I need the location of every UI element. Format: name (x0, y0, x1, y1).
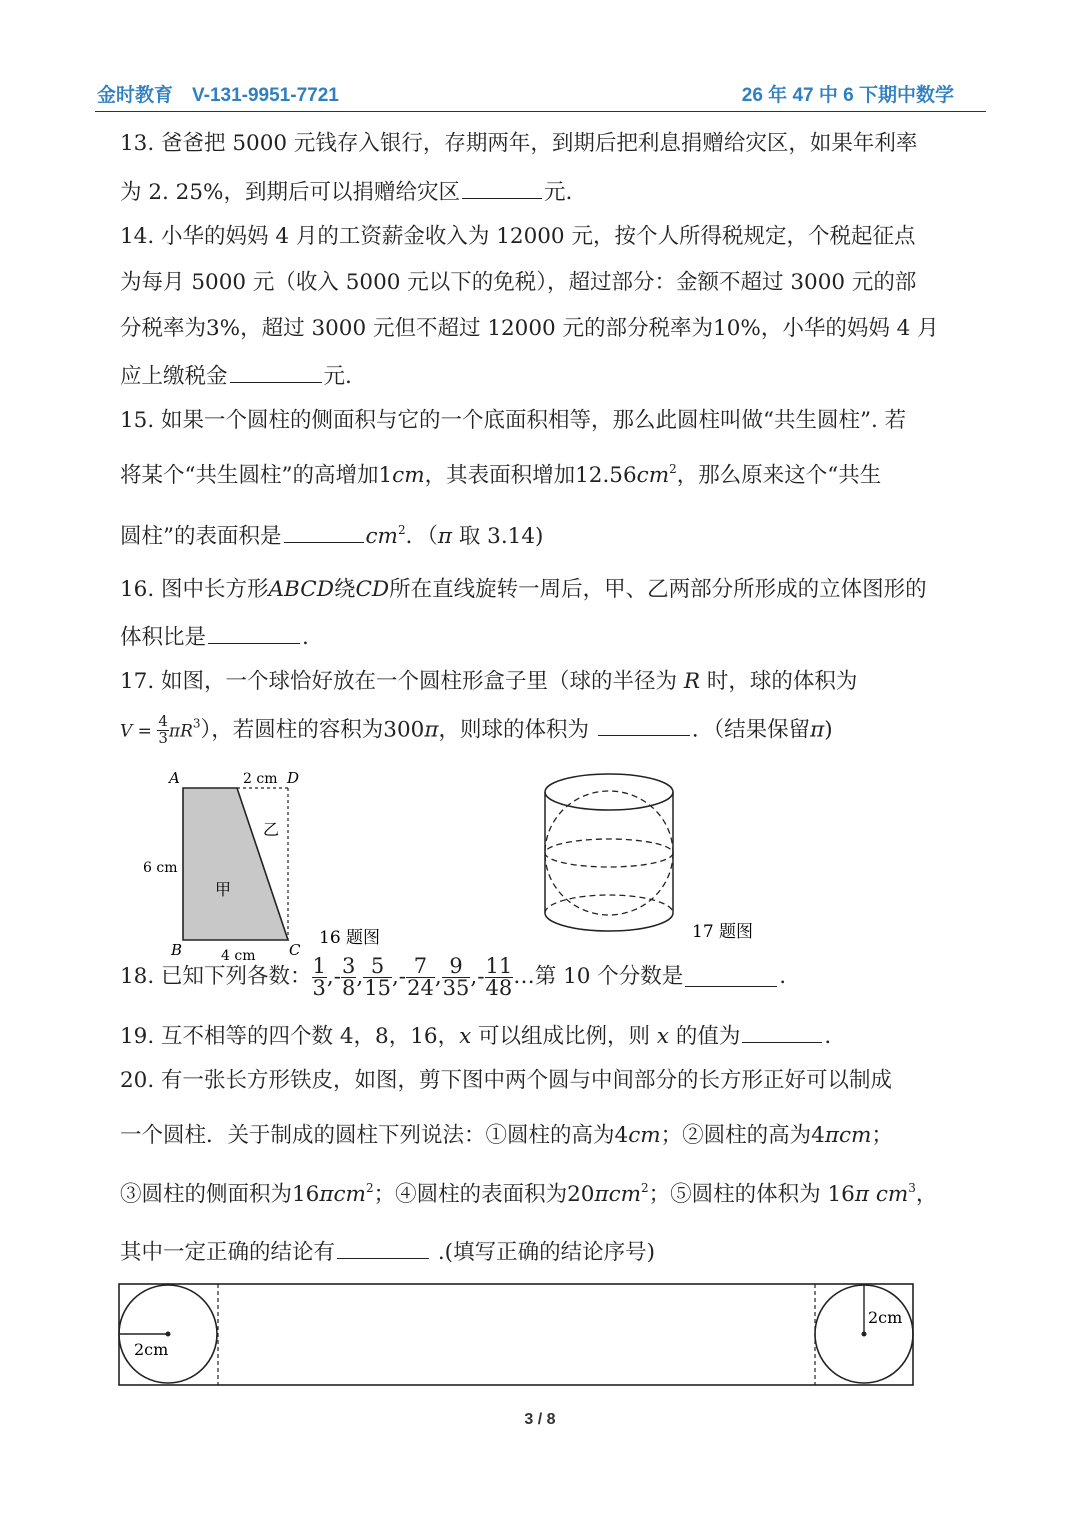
sheet-rect (119, 1284, 913, 1385)
label-A: A (169, 769, 180, 787)
q14-answer-blank[interactable] (230, 364, 322, 383)
fraction-separator: , (434, 964, 442, 990)
q16-answer-blank[interactable] (208, 625, 300, 644)
label-C: C (289, 941, 301, 959)
q18-fraction-list (312, 954, 514, 1000)
figure-16 (135, 765, 405, 965)
fraction-numerator: 7 (406, 956, 435, 978)
q19-line: 19. 互不相等的四个数 4，8，16，x 可以组成比例，则 x 的值为 . (120, 1024, 832, 1049)
q13-line2: 为 2. 25%，到期后可以捐赠给灾区 元. (120, 180, 573, 205)
label-yi: 乙 (263, 820, 280, 839)
q13-answer-blank[interactable] (462, 180, 542, 199)
q15-line3: 圆柱”的表面积是 $cm^2$．（π 取 3.14) (120, 523, 544, 549)
label-left-len: 6 cm (143, 860, 178, 876)
cyl-bottom-front (545, 913, 673, 931)
fraction-numerator: 11 (485, 954, 513, 978)
fraction-denominator: 48 (485, 976, 513, 1000)
caption-16: 16 题图 (319, 928, 381, 948)
q20-line4: 其中一定正确的结论有 .(填写正确的结论序号) (120, 1240, 655, 1265)
fraction-separator: ,- (391, 964, 407, 990)
q19-answer-blank[interactable] (742, 1024, 822, 1043)
fraction-denominator: 24 (407, 976, 434, 1000)
fraction-denominator: 8 (342, 976, 356, 1000)
fraction (341, 956, 356, 999)
q18-answer-blank[interactable] (685, 968, 777, 987)
fraction-separator: ,- (326, 964, 342, 990)
q20-line2: 一个圆柱．关于制成的圆柱下列说法：①圆柱的高为4cm；②圆柱的高为4πcm； (120, 1123, 893, 1148)
label-B: B (171, 941, 183, 959)
fraction (312, 956, 327, 999)
center-right (862, 1332, 867, 1337)
header-rule (95, 111, 986, 112)
q15-answer-blank[interactable] (284, 524, 364, 543)
sphere-equator (545, 839, 673, 867)
q17-answer-blank[interactable] (598, 717, 690, 736)
fraction (442, 956, 471, 999)
label-left-radius: 2cm (134, 1340, 169, 1359)
header-right: 26 年 47 中 6 下期中数学 (741, 85, 954, 106)
label-bottom-len: 4 cm (221, 948, 256, 964)
q14-line4: 应上缴税金 元. (120, 364, 352, 389)
q13-line1: 13. 爸爸把 5000 元钱存入银行，存期两年，到期后把利息捐赠给灾区，如果年利率 (120, 131, 918, 156)
q16-line1: 16. 图中长方形ABCD绕CD所在直线旋转一周后，甲、乙两部分所形成的立体图形的 (120, 577, 927, 602)
fraction-numerator: 3 (342, 954, 356, 978)
fraction-numerator: 9 (442, 956, 471, 978)
figure-20 (110, 1275, 930, 1395)
q15-line2: 将某个“共生圆柱”的高增加1cm，其表面积增加$12.56cm^2$，那么原来这个“共生 (120, 462, 882, 488)
center-left (166, 1332, 171, 1337)
q18-line: 18. 已知下列各数： $\frac{1}{3}$ ,- $\frac{3}{8}$ , $\frac{5}{15}$ ,- $\frac{7}{24}$ , $\frac{9}{35}$ ,- $\frac{11}{48}$ …第 10 个分数是 . (120, 954, 787, 1000)
fraction-separator: ,- (470, 964, 485, 990)
q14-line3: 分税率为3%，超过 3000 元但不超过 12000 元的部分税率为10%，小华的妈妈 4 月 (120, 316, 939, 341)
fraction (485, 956, 514, 999)
q15-line1: 15. 如果一个圆柱的侧面积与它的一个底面积相等，那么此圆柱叫做“共生圆柱”. 若 (120, 408, 907, 433)
q16-line2: 体积比是 . (120, 625, 309, 650)
caption-17: 17 题图 (692, 922, 754, 942)
fraction-denominator: 15 (364, 976, 391, 1000)
label-jia: 甲 (215, 880, 232, 899)
q20-line1: 20. 有一张长方形铁皮，如图，剪下图中两个圆与中间部分的长方形正好可以制成 (120, 1068, 893, 1093)
q14-line1: 14. 小华的妈妈 4 月的工资薪金收入为 12000 元，按个人所得税规定，个税起征点 (120, 224, 916, 249)
q14-line2: 为每月 5000 元（收入 5000 元以下的免税），超过部分：金额不超过 3000 元的部 (120, 270, 917, 295)
q20-answer-blank[interactable] (337, 1240, 429, 1259)
figure-17 (530, 765, 780, 955)
fraction (363, 956, 392, 999)
shape-jia (183, 788, 288, 940)
fraction-denominator: 3 (312, 976, 326, 1000)
q20-line3: ③圆柱的侧面积为16πcm$^2$；④圆柱的表面积为20πcm$^2$；⑤圆柱的体积为 16π $cm^3$， (120, 1181, 938, 1207)
cyl-top (545, 774, 673, 810)
fraction-numerator: 1 (312, 954, 326, 978)
header-left: 金时教育 V-131-9951-7721 (97, 85, 339, 106)
fraction-separator: , (356, 964, 364, 990)
fraction-denominator: 35 (442, 976, 470, 1000)
page-number: 3 / 8 (524, 1411, 556, 1428)
label-right-radius: 2cm (868, 1308, 903, 1327)
q17-line2: V = $\frac{4}{3}$ $\pi R^3$），若圆柱的容积为300π，则球的体积为 ．（结果保留π) (120, 712, 833, 747)
cyl-bottom-back (545, 895, 673, 913)
label-D: D (287, 769, 300, 787)
fraction (406, 956, 435, 999)
fraction-numerator: 5 (363, 956, 392, 978)
label-top-len: 2 cm (243, 771, 278, 787)
q17-line1: 17. 如图，一个球恰好放在一个圆柱形盒子里（球的半径为 R 时，球的体积为 (120, 669, 858, 694)
